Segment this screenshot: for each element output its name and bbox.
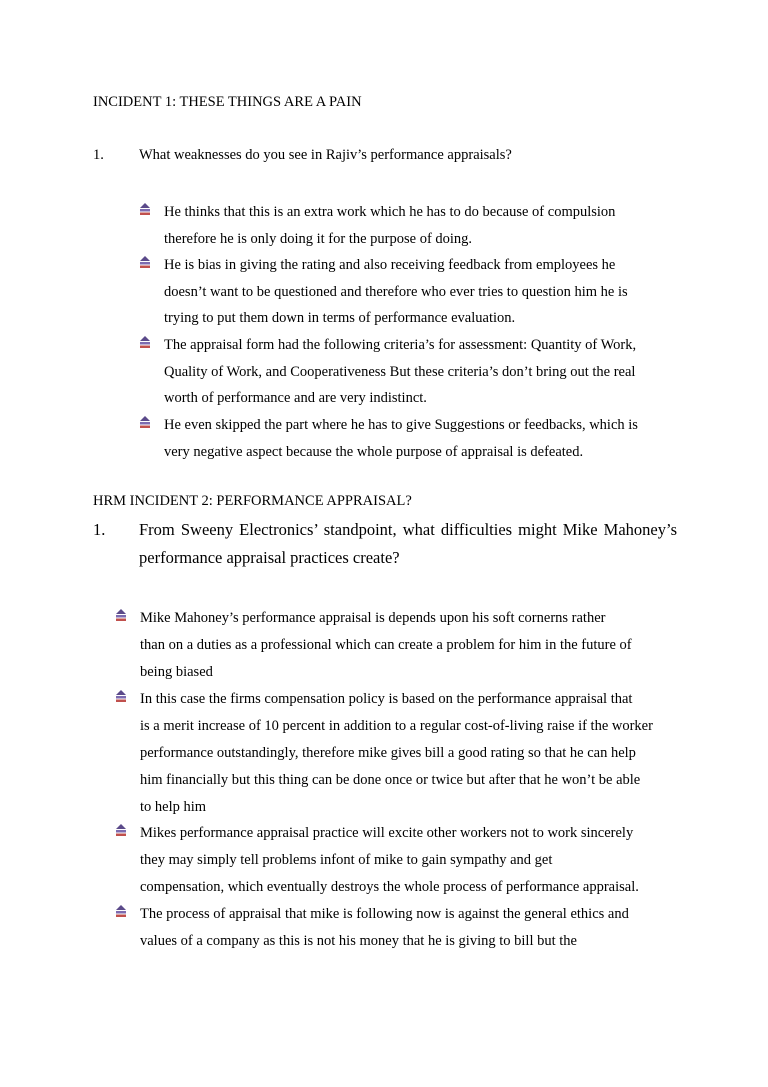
arrow-bullet-icon (114, 608, 128, 622)
bullet-text: The process of appraisal that mike is following now is against the general ethics and values of a company as this is not his money that he is giving to bill but the (140, 906, 629, 949)
incident2-question-number: 1. (93, 520, 106, 539)
arrow-bullet-icon (138, 415, 152, 429)
incident1-question-number: 1. (93, 147, 104, 163)
bullet-text: The appraisal form had the following criteria’s for assessment: Quantity of Work, Quality of Work, and Cooperativeness But these criteria’s don’t bring out the real worth of performance and are very indistinct. (164, 337, 637, 407)
arrow-bullet-icon (138, 255, 152, 269)
bullet-text: Mike Mahoney’s performance appraisal is depends upon his soft cornerns rather than on a duties as a professional which can create a problem for him in the future of being biased (140, 610, 632, 680)
bullet-text: He even skipped the part where he has to give Suggestions or feedbacks, which is very negative aspect because the whole purpose of appraisal is defeated. (164, 417, 638, 460)
bullet-text: In this case the firms compensation policy is based on the performance appraisal that is a merit increase of 10 percent in addition to a regular cost-of-living raise if the worker performance outstandingly, therefore mike gives bill a good rating so that he can help him financially but this thing can be done once or twice but after that he won’t be able to help him (140, 691, 653, 815)
bullet-text: He is bias in giving the rating and also receiving feedback from employees he doesn’t want to be questioned and therefore who ever tries to question him he is trying to put them down in terms of performance evaluation. (164, 257, 628, 327)
arrow-bullet-icon (114, 823, 128, 837)
incident1-heading: INCIDENT 1: THESE THINGS ARE A PAIN (93, 94, 362, 110)
arrow-bullet-icon (138, 335, 152, 349)
incident1-question-text: What weaknesses do you see in Rajiv’s performance appraisals? (139, 147, 512, 163)
arrow-bullet-icon (138, 202, 152, 216)
bullet-text: He thinks that this is an extra work which he has to do because of compulsion therefore he is only doing it for the purpose of doing. (164, 204, 616, 247)
incident2-heading: HRM INCIDENT 2: PERFORMANCE APPRAISAL? (93, 493, 412, 509)
incident2-question-text: From Sweeny Electronics’ standpoint, what difficulties might Mike Mahoney’s performance appraisal practices create? (139, 520, 677, 567)
arrow-bullet-icon (114, 904, 128, 918)
arrow-bullet-icon (114, 689, 128, 703)
bullet-text: Mikes performance appraisal practice will excite other workers not to work sincerely they may simply tell problems infont of mike to gain sympathy and get compensation, which eventually destroys the whole process of performance appraisal. (140, 825, 639, 895)
